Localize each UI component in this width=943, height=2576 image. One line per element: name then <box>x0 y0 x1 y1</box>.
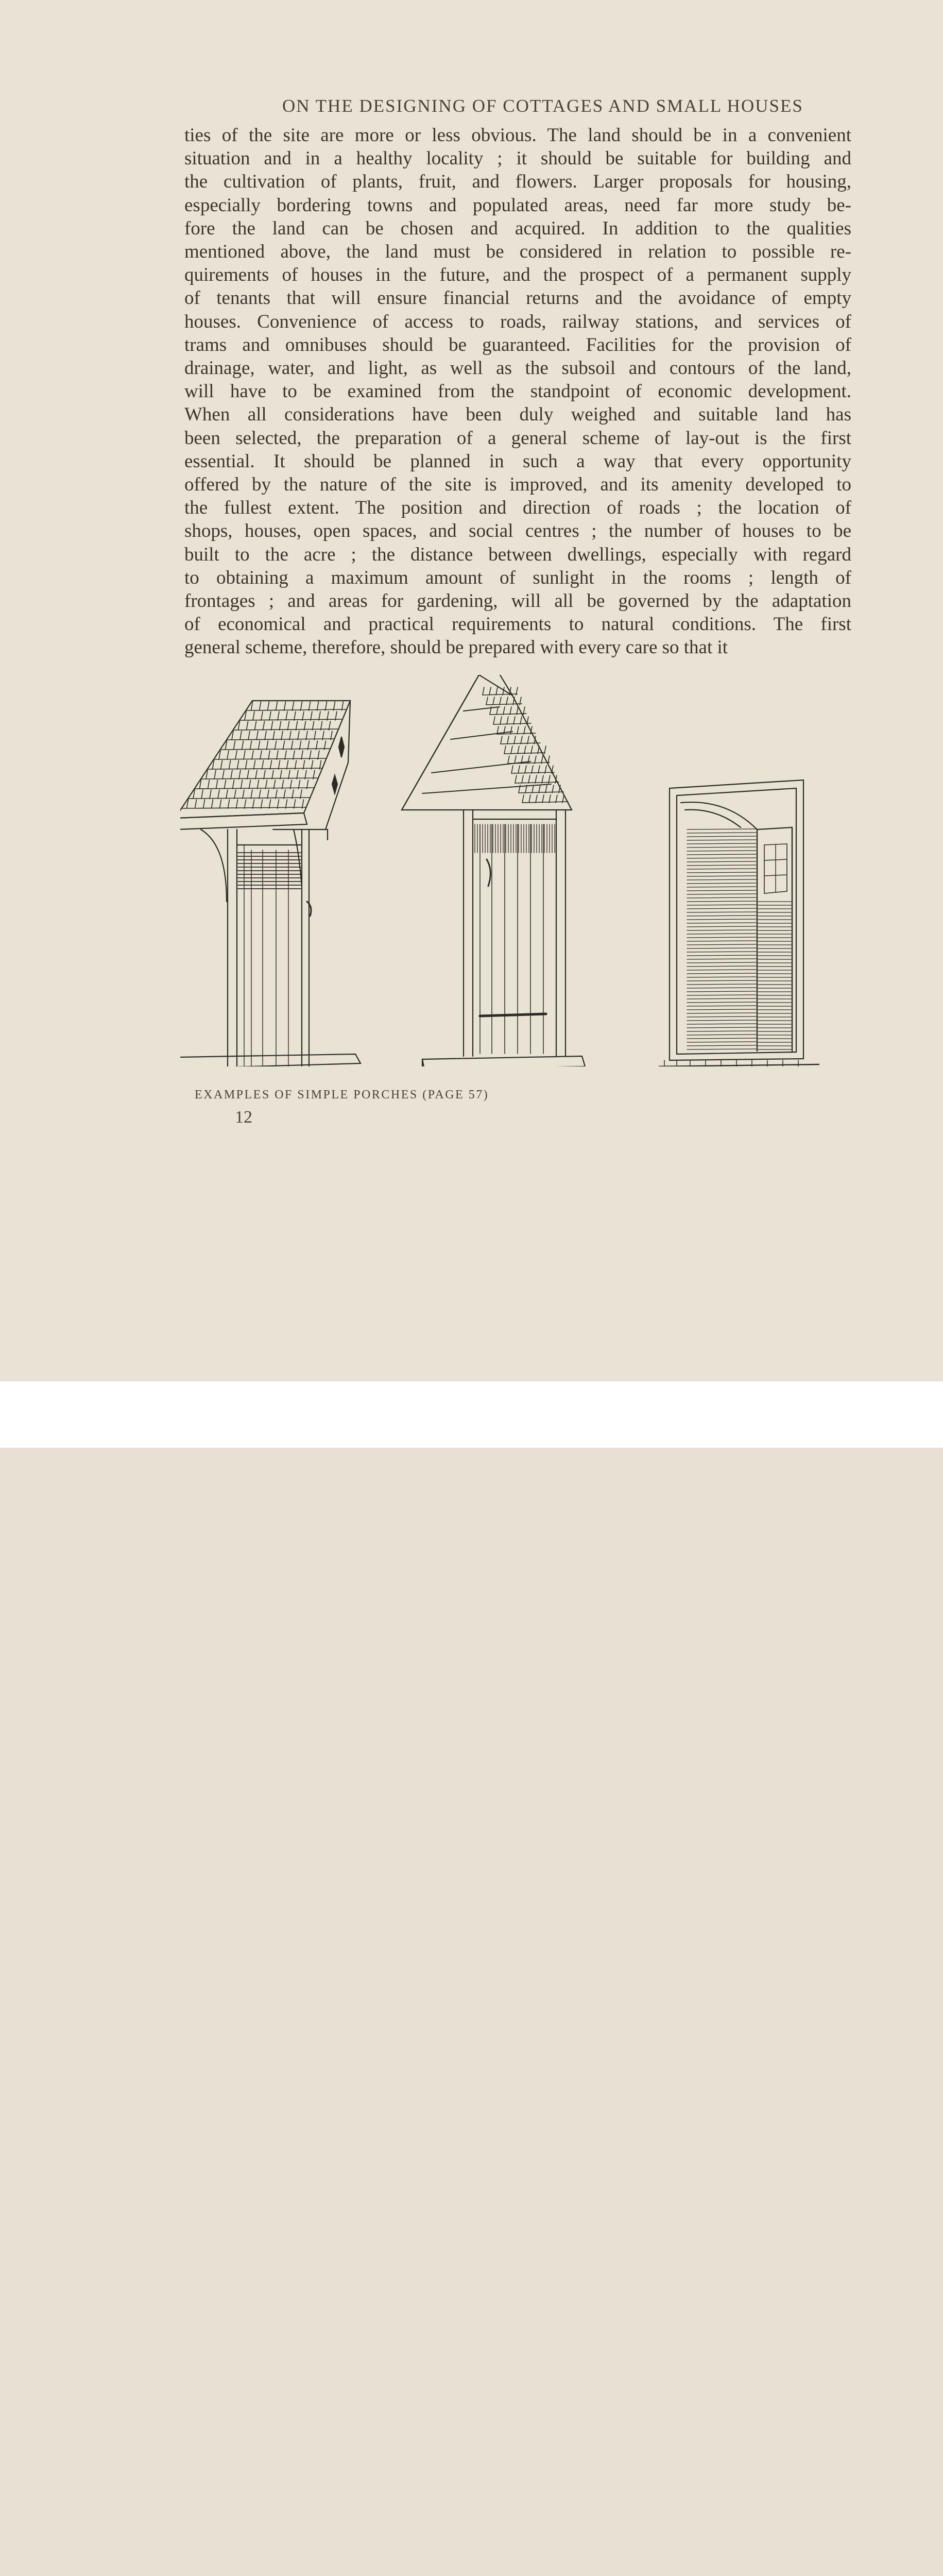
text-line: the fullest extent. The position and direction of roads ; the location of <box>184 497 851 519</box>
text-line: to obtaining a maximum amount of sunlight in the rooms ; length of <box>184 567 851 588</box>
porch-3-recessed <box>659 780 819 1066</box>
porch-1-bracketed <box>180 701 361 1066</box>
text-line: especially bordering towns and populated areas, need far more study be- <box>184 194 851 216</box>
text-line: situation and in a healthy locality ; it should be suitable for building and <box>184 148 851 170</box>
page-number: 12 <box>235 1108 252 1127</box>
body-text <box>184 124 851 659</box>
text-line: trams and omnibuses should be guaranteed. Facilities for the provision of <box>184 334 851 355</box>
text-line: built to the acre ; the distance between dwellings, especially with regard <box>184 544 851 565</box>
text-line: mentioned above, the land must be considered in relation to possible re- <box>184 241 851 263</box>
figure-caption: EXAMPLES OF SIMPLE PORCHES (PAGE 57) <box>195 1088 489 1101</box>
text-line: of economical and practical requirements to natural conditions. The first <box>184 614 851 635</box>
porches-illustration <box>180 675 881 1066</box>
text-line: fore the land can be chosen and acquired. In addition to the qualities <box>184 217 851 239</box>
text-line: houses. Convenience of access to roads, railway stations, and services of <box>184 311 851 332</box>
text-line: When all considerations have been duly weighed and suitable land has <box>184 404 851 426</box>
text-line: general scheme, therefore, should be prepared with every care so that it <box>184 637 728 658</box>
text-line: essential. It should be planned in such a way that every opportunity <box>184 450 851 472</box>
text-line: drainage, water, and light, as well as the subsoil and contours of the land, <box>184 358 851 379</box>
text-line: shops, houses, open spaces, and social centres ; the number of houses to be <box>184 520 851 542</box>
text-line: offered by the nature of the site is improved, and its amenity developed to <box>184 474 851 496</box>
text-line: been selected, the preparation of a general scheme of lay-out is the first <box>184 427 851 449</box>
text-line: of tenants that will ensure financial returns and the avoidance of empty <box>184 287 851 309</box>
text-line: will have to be examined from the standpoint of economic development. <box>184 381 851 402</box>
digitization-footer <box>0 1381 943 1448</box>
text-line: the cultivation of plants, fruit, and flowers. Larger proposals for housing, <box>184 171 851 193</box>
text-line: quirements of houses in the future, and the prospect of a permanent supply <box>184 264 851 286</box>
running-head: ON THE DESIGNING OF COTTAGES AND SMALL HOUSES <box>282 96 803 116</box>
text-line: ties of the site are more or less obvious. The land should be in a convenient <box>184 125 851 146</box>
text-line: frontages ; and areas for gardening, will all be governed by the adaptation <box>184 590 851 612</box>
porch-2-gabled <box>402 675 585 1066</box>
